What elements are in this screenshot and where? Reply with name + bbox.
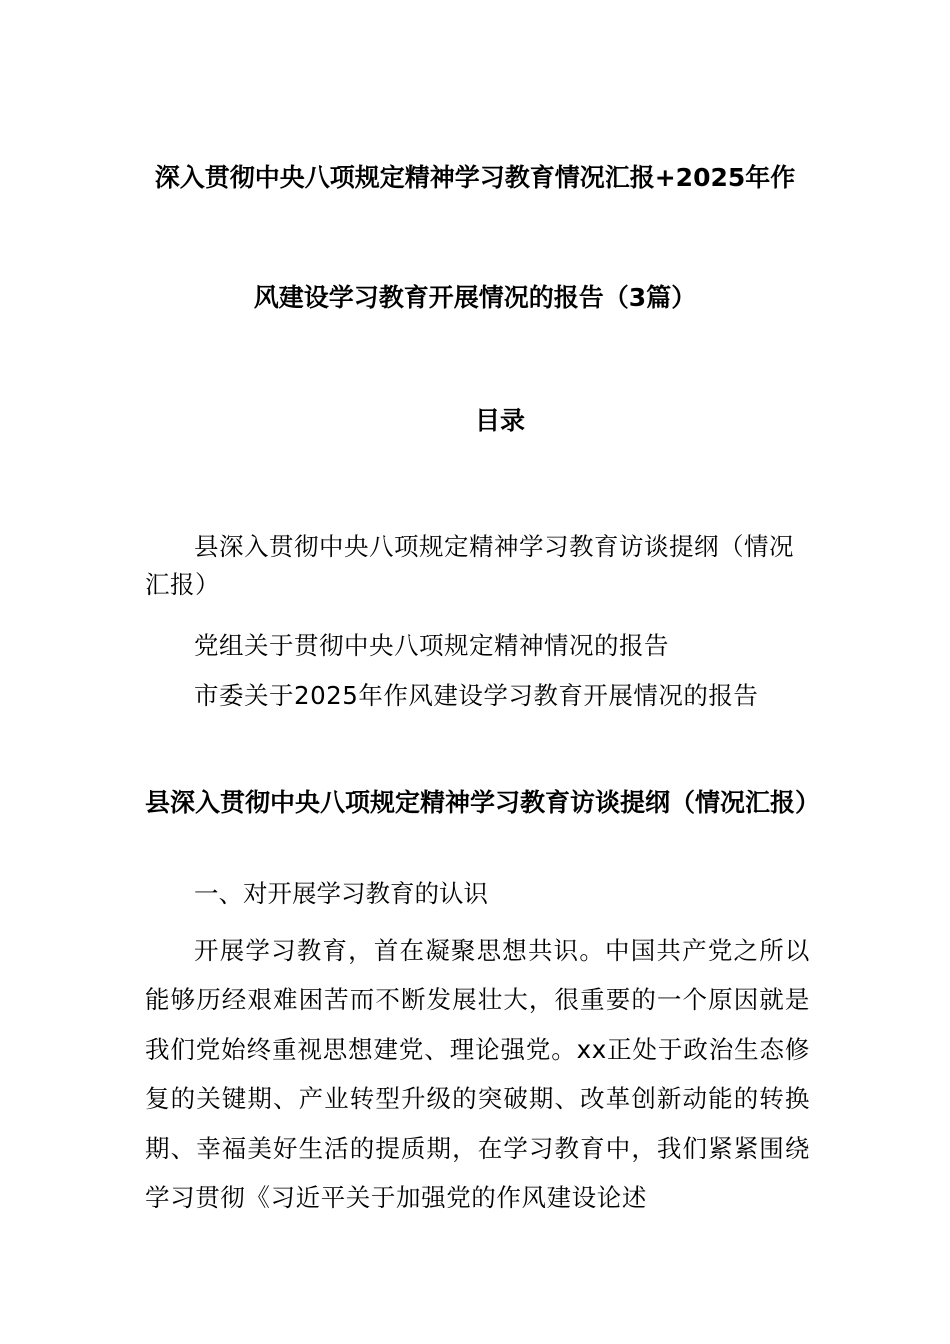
body-paragraph: 开展学习教育，首在凝聚思想共识。中国共产党之所以能够历经艰难困苦而不断发展壮大，很重要的一个原因就是我们党始终重视思想建党、理论强党。xx正处于政治生态修复的关键期、产业转型升级的突破期、改革创新动能的转换期、幸福美好生活的提质期，在学习教育中，我们紧紧围绕学习贯彻《习近平关于加强党的作风建设论述 xyxy=(145,936,810,1213)
document-title-line-1: 深入贯彻中央八项规定精神学习教育情况汇报+2025年作 xyxy=(154,163,796,192)
toc-item: 市委关于2025年作风建设学习教育开展情况的报告 xyxy=(194,681,759,710)
toc-heading: 目录 xyxy=(474,406,525,435)
section-sub-heading: 一、对开展学习教育的认识 xyxy=(194,879,488,908)
toc-item: 党组关于贯彻中央八项规定精神情况的报告 xyxy=(194,631,669,660)
document-title-line-2: 风建设学习教育开展情况的报告（3篇） xyxy=(253,283,697,312)
section-title: 县深入贯彻中央八项规定精神学习教育访谈提纲（情况汇报） xyxy=(145,788,821,817)
toc-item: 县深入贯彻中央八项规定精神学习教育访谈提纲（情况汇报） xyxy=(145,532,794,599)
